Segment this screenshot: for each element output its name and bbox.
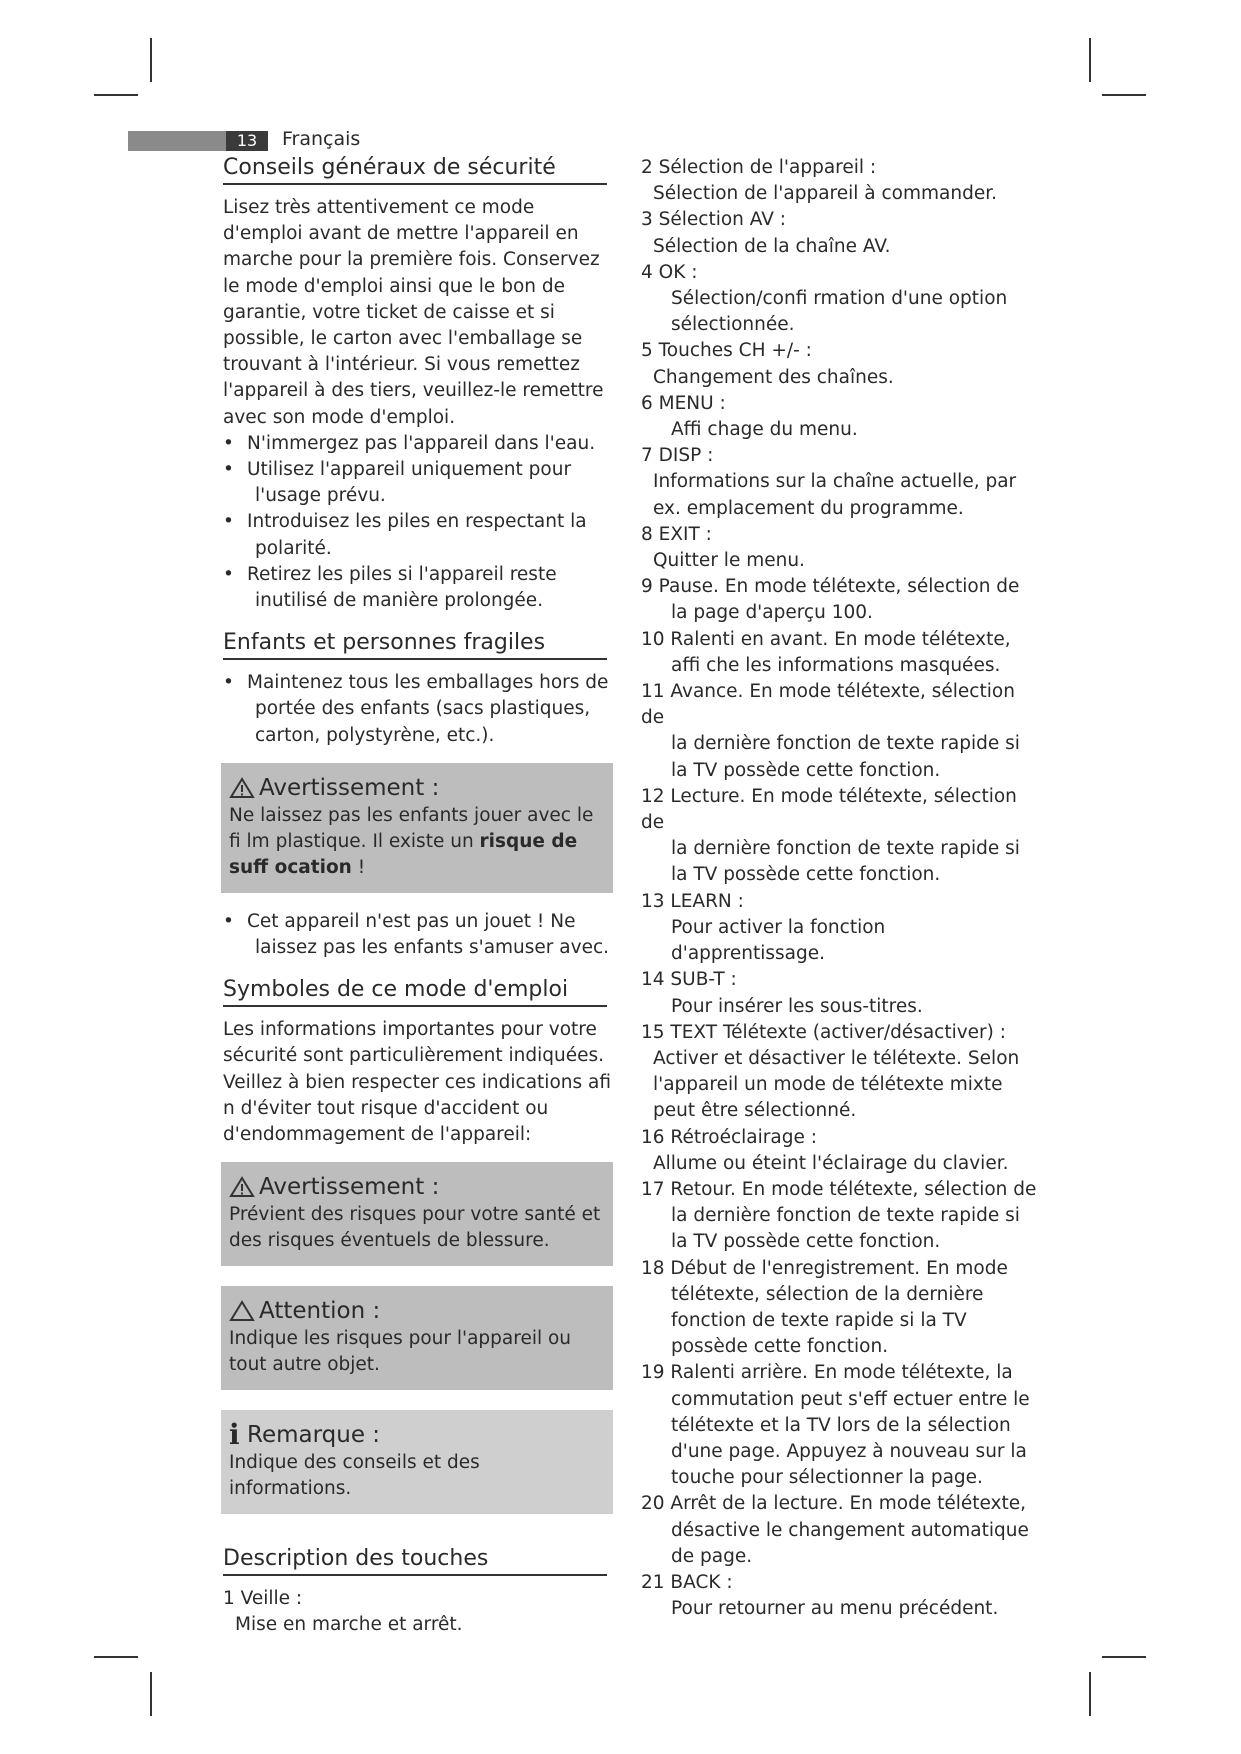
safety-bullets [223,431,615,614]
remark-box-text: Indique des conseils et des informations. [229,1452,480,1500]
attention-box-title: Attention : [259,1298,381,1325]
key-item-6: 6 MENU : Affi chage du menu. [641,392,858,441]
list-item: • Cet appareil n'est pas un jouet ! Ne laissez pas les enfants s'amuser avec. [223,909,615,961]
warning-box-title: Avertissement : [259,1174,440,1201]
symbols-intro: Les informations importantes pour votre sécurité sont particulièrement indiquées. Veillez à bien respecter ces indications afi n d'éviter tout risque d'accident ou d'endommagement de l'appareil: [223,1019,611,1146]
key-item-9: 9 Pause. En mode télétexte, sélection de la page d'aperçu 100. [641,576,1020,624]
safety-intro: Lisez très attentivement ce mode d'emploi avant de mettre l'appareil en marche pour la première fois. Conservez le mode d'emploi ainsi que le bon de garantie, votre ticket de caisse et si possible, le carton avec l'emballage se trouvant à l'intérieur. Si vous remettez l'appareil à des tiers, veuillez-le remettre avec son mode d'emploi. [223,197,604,428]
key-item-13: 13 LEARN : Pour activer la fonction d'apprentissage. [641,890,886,965]
warning-triangle-icon [229,777,255,799]
key-item-17: 17 Retour. En mode télétexte, sélection de la dernière fonction de texte rapide si la TV possède cette fonction. [641,1178,1037,1253]
remark-box [221,1410,613,1514]
children-title: Enfants et personnes fragiles [223,630,607,660]
key-item-11: 11 Avance. En mode télétexte, sélection de la dernière fonction de texte rapide si la TV possède cette fonction. [641,681,1020,781]
key-item-1: 1 Veille : Mise en marche et arrêt. [223,1588,463,1636]
info-icon: i [229,1418,240,1452]
list-item: • Utilisez l'appareil uniquement pour l'usage prévu. [223,457,615,509]
list-item: • Retirez les piles si l'appareil reste inutilisé de manière prolongée. [223,562,615,614]
crop-mark [94,1656,138,1658]
right-column [641,155,1041,1622]
key-item-19: 19 Ralenti arrière. En mode télétexte, la commutation peut s'eff ectuer entre le télétexte et la TV lors de la sélection d'une page. Appuyez à nouveau sur la touche pour sélectionner la page. [641,1362,1030,1489]
key-item-3: 3 Sélection AV : Sélection de la chaîne AV. [641,209,891,257]
key-item-20: 20 Arrêt de la lecture. En mode télétexte, désactive le changement automatique de page. [641,1493,1029,1567]
key-item-18: 18 Début de l'enregistrement. En mode télétexte, sélection de la dernière fonction de texte rapide si la TV possède cette fonction. [641,1257,1008,1358]
remark-box-title: Remarque : [247,1422,381,1449]
warning-text: Ne laissez pas les enfants jouer avec le fi lm plastique. Il existe un risque de suff ocation ! [229,804,594,878]
crop-mark [150,38,152,82]
left-column [223,155,615,1639]
children-bullets-2 [223,909,615,961]
attention-box [221,1286,613,1390]
key-item-15: 15 TEXT Télétexte (activer/désactiver) : Activer et désactiver le télétexte. Selon l'appareil un mode de télétexte mixte peut être sélectionné. [641,1021,1020,1122]
crop-mark [94,94,138,96]
key-item-2: 2 Sélection de l'appareil : Sélection de l'appareil à commander. [641,157,997,205]
list-item: • N'immergez pas l'appareil dans l'eau. [223,431,615,457]
attention-box-text: Indique les risques pour l'appareil ou tout autre objet. [229,1328,572,1376]
keys-title: Description des touches [223,1546,607,1576]
key-item-21: 21 BACK : Pour retourner au menu précédent. [641,1571,999,1620]
key-item-16: 16 Rétroéclairage : Allume ou éteint l'éclairage du clavier. [641,1126,1009,1174]
warning-triangle-icon [229,1176,255,1198]
warning-box-children [221,763,613,893]
crop-mark [1102,94,1146,96]
list-item: • Introduisez les piles en respectant la polarité. [223,509,615,561]
key-item-4: 4 OK : Sélection/confi rmation d'une option sélectionnée. [641,261,1008,336]
key-item-5: 5 Touches CH +/- : Changement des chaînes. [641,340,894,388]
key-item-12: 12 Lecture. En mode télétexte, sélection de la dernière fonction de texte rapide si la TV possède cette fonction. [641,785,1020,886]
page-number: 13 [226,131,268,151]
key-item-10: 10 Ralenti en avant. En mode télétexte, affi che les informations masquées. [641,628,1011,676]
key-item-14: 14 SUB-T : Pour insérer les sous-titres. [641,969,923,1017]
warning-title: Avertissement : [259,774,440,801]
crop-mark [1089,38,1091,82]
children-bullets [223,670,615,749]
list-item: • Maintenez tous les emballages hors de portée des enfants (sacs plastiques, carton, polystyrène, etc.). [223,670,615,749]
crop-mark [1102,1656,1146,1658]
language-label: Français [282,128,361,150]
caution-triangle-icon [229,1300,255,1322]
crop-mark [150,1672,152,1716]
warning-box [221,1162,613,1266]
warning-box-text: Prévient des risques pour votre santé et des risques éventuels de blessure. [229,1204,601,1252]
symbols-title: Symboles de ce mode d'emploi [223,977,607,1007]
crop-mark [1089,1672,1091,1716]
safety-title: Conseils généraux de sécurité [223,155,607,185]
key-item-7: 7 DISP : Informations sur la chaîne actuelle, par ex. emplacement du programme. [641,445,1017,519]
key-item-8: 8 EXIT : Quitter le menu. [641,523,805,572]
